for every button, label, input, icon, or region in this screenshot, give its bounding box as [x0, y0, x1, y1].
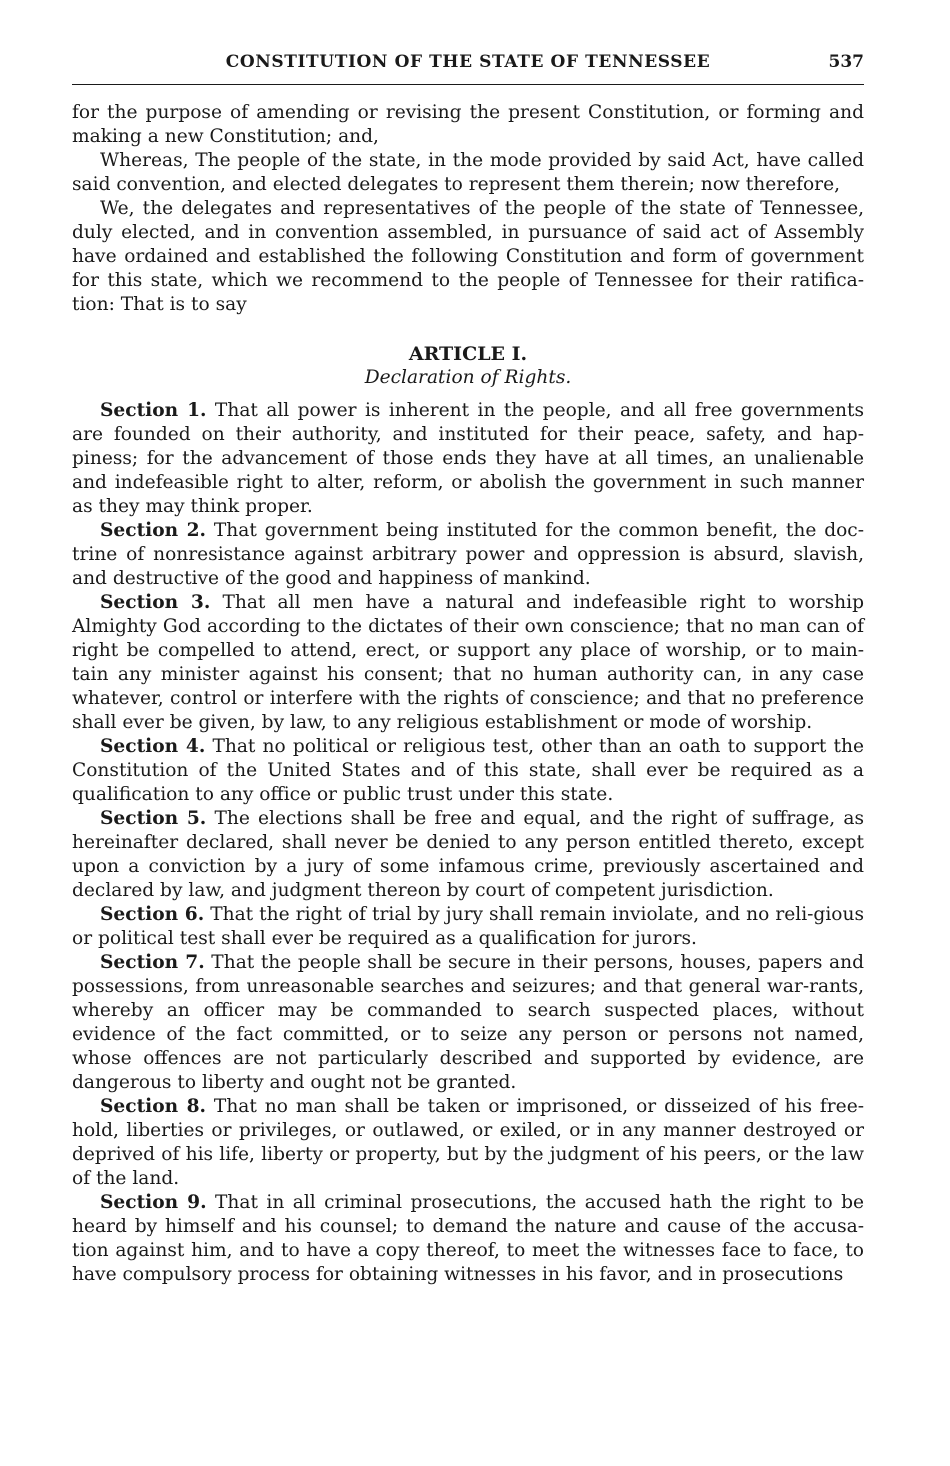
section-4-paragraph: [72, 735, 864, 807]
section-label: Section 2.: [100, 520, 206, 541]
section-label: Section 1.: [100, 400, 207, 421]
section-2-paragraph: [72, 519, 864, 591]
section-label: Section 3.: [100, 592, 211, 613]
section-label: Section 8.: [100, 1096, 207, 1117]
section-label: Section 4.: [100, 736, 206, 757]
section-text: That the people shall be secure in their persons, houses, papers and possessions, from unreasonable searches and seizures; and that general war-rants, whereby an officer may be commanded to search suspected places, without evidence of the fact committed, or to seize any person or persons not named, whose offences are not particularly described and supported by evidence, are dangerous to liberty and ought not be granted.: [72, 952, 864, 1093]
section-text: The elections shall be free and equal, and the right of suffrage, as hereinafter declared, shall never be denied to any person entitled thereto, except upon a conviction by a jury of some infamous crime, previously ascertained and declared by law, and judgment thereon by court of competent jurisdiction.: [72, 808, 864, 901]
preamble-paragraph: We, the delegates and representatives of the people of the state of Tennessee, duly elected, and in convention assembled, in pursuance of said act of Assembly have ordained and established the following Constitution and form of government for this state, which we recommend to the people of Tennessee for their ratifica-tion: That is to say: [72, 198, 864, 315]
preamble-paragraph: for the purpose of amending or revising the present Constitution, or forming and making a new Constitution; and,: [72, 102, 864, 147]
section-text: That government being instituted for the common benefit, the doc-trine of nonresistance against arbitrary power and oppression is absurd, slavish, and destructive of the good and happiness of mankind.: [72, 520, 864, 589]
section-text: That all men have a natural and indefeasible right to worship Almighty God according to the dictates of their own conscience; that no man can of right be compelled to attend, erect, or support any place of worship, or to main-tain any minister against his consent; that no human authority can, in any case whatever, control or interfere with the rights of conscience; and that no preference shall ever be given, by law, to any religious establishment or mode of worship.: [72, 592, 864, 733]
section-text: That in all criminal prosecutions, the accused hath the right to be heard by himself and his counsel; to demand the nature and cause of the accusa-tion against him, and to have a copy thereof, to meet the witnesses face to face, to have compulsory process for obtaining witnesses in his favor, and in prosecutions: [72, 1192, 864, 1285]
page-number: 537: [828, 52, 864, 72]
section-7-paragraph: [72, 951, 864, 1095]
section-8-paragraph: [72, 1095, 864, 1191]
section-9-paragraph: [72, 1191, 864, 1287]
section-label: Section 6.: [100, 904, 205, 925]
section-1-paragraph: [72, 399, 864, 519]
article-subtitle: Declaration of Rights.: [364, 367, 572, 388]
section-3-paragraph: [72, 591, 864, 735]
section-text: That no man shall be taken or imprisoned, or disseized of his free-hold, liberties or privileges, or outlawed, or exiled, or in any manner destroyed or deprived of his life, liberty or property, but by the judgment of his peers, or the law of the land.: [72, 1096, 864, 1189]
section-label: Section 5.: [100, 808, 207, 829]
section-label: Section 7.: [100, 952, 205, 973]
section-5-paragraph: [72, 807, 864, 903]
document-page: [72, 46, 864, 1287]
section-6-paragraph: [72, 903, 864, 951]
document-body: [72, 101, 864, 1287]
section-text: That all power is inherent in the people, and all free governments are founded on their authority, and instituted for their peace, safety, and hap-piness; for the advancement of those ends they have at all times, an unalienable and indefeasible right to alter, reform, or abolish the government in such manner as they may think proper.: [72, 400, 864, 517]
section-label: Section 9.: [100, 1192, 207, 1213]
running-header: [72, 46, 864, 85]
section-text: That no political or religious test, other than an oath to support the Constitution of the United States and of this state, shall ever be required as a qualification to any office or public trust under this state.: [72, 736, 864, 805]
article-heading: ARTICLE I.: [408, 343, 528, 365]
section-text: That the right of trial by jury shall remain inviolate, and no reli-gious or political test shall ever be required as a qualification for jurors.: [72, 904, 864, 949]
preamble-paragraph: Whereas, The people of the state, in the mode provided by said Act, have called said convention, and elected delegates to represent them therein; now therefore,: [72, 150, 864, 195]
running-title: CONSTITUTION OF THE STATE OF TENNESSEE: [225, 52, 711, 72]
